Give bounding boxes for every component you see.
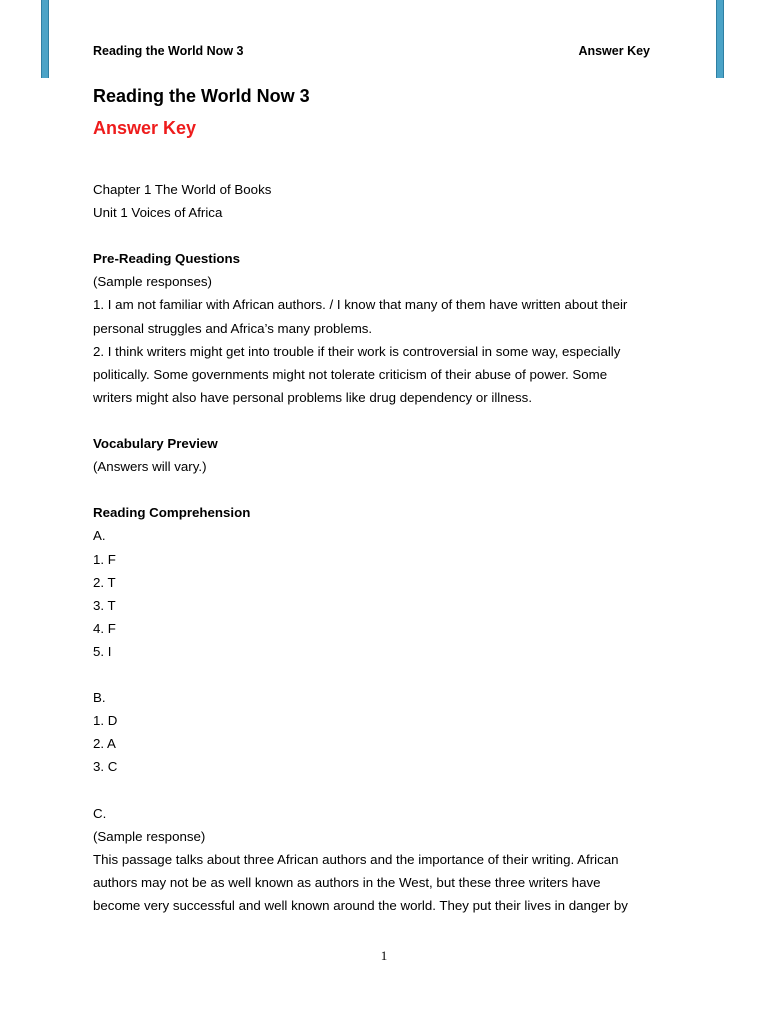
body-line: 2. T (93, 574, 116, 590)
body-line: 1. F (93, 551, 116, 567)
document-subtitle: Answer Key (93, 118, 197, 138)
body-line: 1. I am not familiar with African authors. / I know that many of them have written about their (93, 297, 628, 313)
right-edge-bar (716, 0, 724, 78)
body-line: 3. C (93, 759, 118, 775)
running-header (93, 44, 650, 58)
section-heading: Vocabulary Preview (93, 436, 218, 452)
body-line: 3. T (93, 597, 116, 613)
running-header-left: Reading the World Now 3 (93, 44, 244, 58)
body-line: personal struggles and Africa’s many problems. (93, 320, 373, 336)
page-number: 1 (380, 948, 388, 963)
body-line: 2. A (93, 736, 116, 752)
body-line: (Answers will vary.) (93, 459, 207, 475)
blank-line (93, 778, 673, 801)
body-line: become very successful and well known around the world. They put their lives in danger by (93, 897, 628, 913)
body-line: politically. Some governments might not tolerate criticism of their abuse of power. Some (93, 366, 608, 382)
body-line: authors may not be as well known as authors in the West, but these three writers have (93, 874, 601, 890)
left-edge-bar (41, 0, 49, 78)
body-line: B. (93, 690, 106, 706)
body-line: (Sample response) (93, 828, 206, 844)
body-line: 1. D (93, 713, 118, 729)
body-line: writers might also have personal problems like drug dependency or illness. (93, 389, 533, 405)
body-line: 5. I (93, 643, 112, 659)
body-line: C. (93, 805, 107, 821)
body-line: 4. F (93, 620, 116, 636)
document-title: Reading the World Now 3 (93, 86, 310, 106)
blank-line (93, 224, 673, 247)
section-heading: Pre-Reading Questions (93, 251, 241, 267)
blank-line (93, 409, 673, 432)
body-line: Chapter 1 The World of Books (93, 182, 272, 197)
blank-line (93, 663, 673, 686)
body-line: (Sample responses) (93, 274, 212, 290)
body-line: A. (93, 528, 106, 544)
blank-line (93, 478, 673, 501)
body-line: This passage talks about three African authors and the importance of their writing. African (93, 851, 619, 867)
body-line: Unit 1 Voices of Africa (93, 205, 223, 221)
document-body (93, 178, 673, 917)
body-line: 2. I think writers might get into trouble if their work is controversial in some way, especially (93, 343, 621, 359)
section-heading: Reading Comprehension (93, 505, 251, 521)
running-header-right: Answer Key (578, 44, 650, 58)
